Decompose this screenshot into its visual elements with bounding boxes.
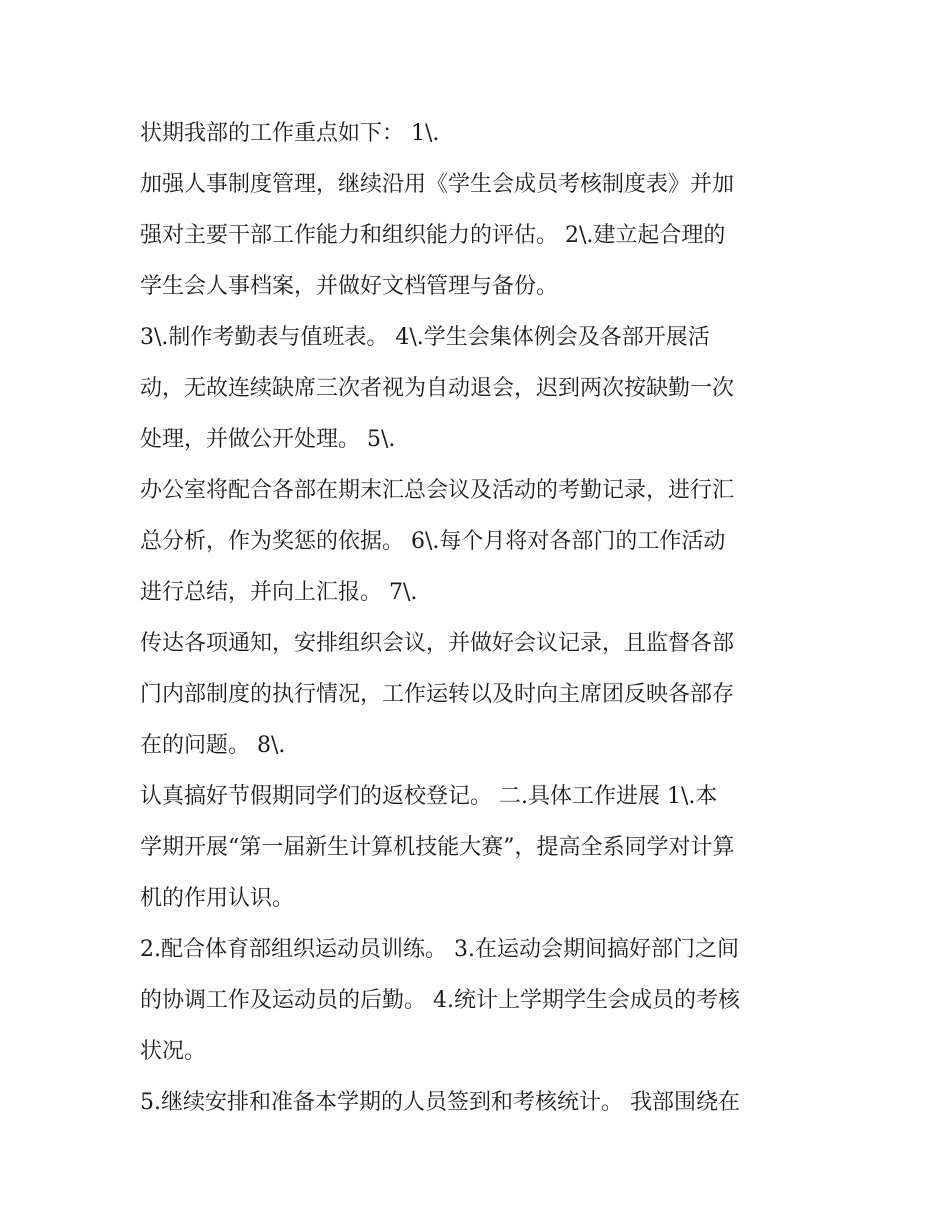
text-line: 的协调工作及运动员的后勤。 4.统计上学期学生会成员的考核 [140,988,740,1013]
text-line: 机的作用认识。 [140,886,295,911]
text-line: 3\.制作考勤表与值班表。 4\.学生会集体例会及各部开展活 [140,325,710,350]
text-line: 总分析，作为奖惩的依据。 6\.每个月将对各部门的工作活动 [140,529,726,554]
text-line: 门内部制度的执行情况，工作运转以及时向主席团反映各部存 [140,682,735,707]
text-line: 传达各项通知，安排组织会议，并做好会议记录，且监督各部 [140,631,735,656]
text-line: 2.配合体育部组织运动员训练。 3.在运动会期间搞好部门之间 [140,937,739,962]
text-line: 办公室将配合各部在期末汇总会议及活动的考勤记录，进行汇 [140,478,735,503]
text-line: 学期开展“第一届新生计算机技能大赛”，提高全系同学对计算 [140,835,735,860]
text-line: 加强人事制度管理，继续沿用《学生会成员考核制度表》并加 [140,172,735,197]
text-line: 状期我部的工作重点如下： 1\. [140,121,440,146]
document-body [140,108,820,1128]
text-line: 进行总结，并向上汇报。 7\. [140,580,418,605]
text-line: 强对主要干部工作能力和组织能力的评估。 2\.建立起合理的 [140,223,726,248]
text-line: 动，无故连续缺席三次者视为自动退会，迟到两次按缺勤一次 [140,376,735,401]
text-line: 状况。 [140,1039,207,1064]
text-line: 学生会人事档案，并做好文档管理与备份。 [140,274,559,299]
text-line: 认真搞好节假期同学们的返校登记。 二.具体工作进展 1\.本 [140,784,718,809]
text-line: 在的问题。 8\. [140,733,286,758]
text-line: 处理，并做公开处理。 5\. [140,427,396,452]
text-line: 5.继续安排和准备本学期的人员签到和考核统计。 我部围绕在 [140,1090,740,1115]
